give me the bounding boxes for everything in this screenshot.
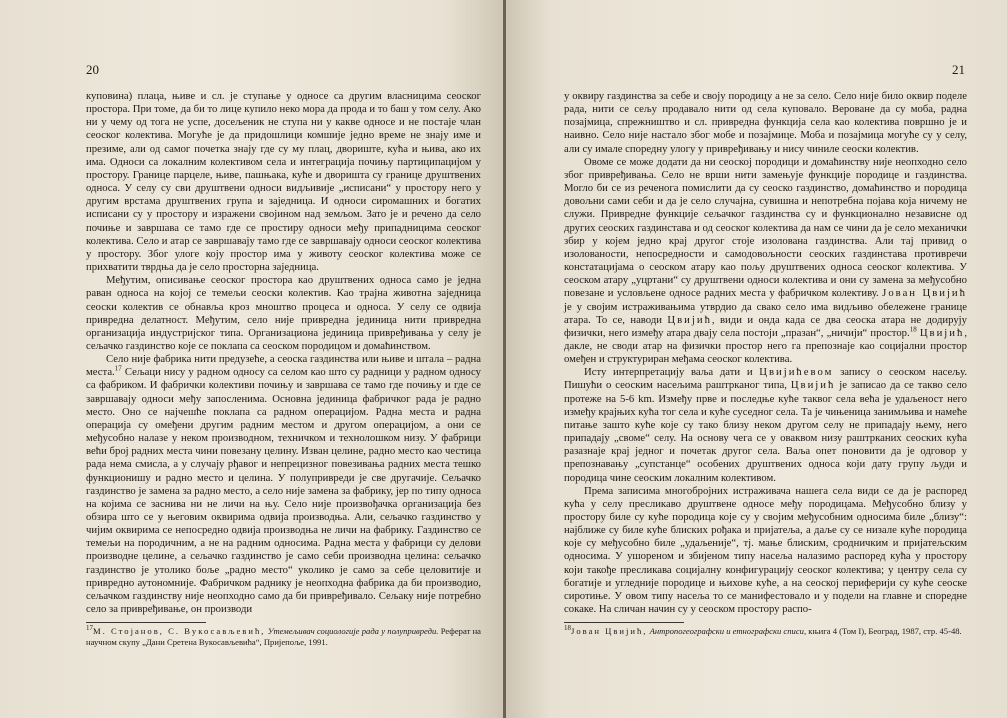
footnote-authors: М. Стојанов, С. Вукосављевић, xyxy=(93,626,266,637)
paragraph-text: Овоме се може додати да ни сеоској породици и домаћинству није неопходно село због привређивања. Село не врши нити замењује функције породице и газдинства. Могло би се из реченога помислити да су сеоско газдинство, домаћинство и породица довољни сами себи и да је село случајна, сувишна и непотребна појава која ничему не служи. Привредне функције сељачког газдинства су и функционално независне од других сеоских газдинстава и од сеоског колектива да нам се чини да је село механички збир у којем једно крај другог стоје изолована газдинства. Али тај привид о изолованости, непосредности и самодовољности сеоских газдинстава противречи констатацијама о сеоском атару као пољу друштвених односа сеоског колектива. У сеоском атару „уцртани“ су друштвени односи колектива и они су замена за међусобно повезане и условљене односе радних места у фабричком колективу. xyxy=(564,155,967,300)
page-number: 20 xyxy=(86,62,99,77)
paragraph-text: је записао да се такво село протеже на 5-6 km. Између прве и последње куће таквог села већа је удаљеност него између крајњих кућа тог села и куће суседног села. Та је чињеница занимљива и намеће питање зашто куће које су тако близу неком другом селу не припадају њему, него припадају „своме“ селу. На основу чега се у оваквом низу раштрканих сеоских кућа разазнаје крај једног и почетак другог села. Ваља опет поновити да је одговор у препознавању „супстанце“ особених друштвених односа који дату групу људи и породица чине сеоским локалним колективом. xyxy=(564,379,967,484)
body-text xyxy=(564,90,967,637)
paragraph: Према записима многобројних истраживача нашега села види се да је распоред кућа у селу пресликаво друштвене односе међу породицама. Међусобно близу у простору биле су куће породица које су у својим међусобним односима биле „близу“: најближе су биле куће блиских рођака и пријатеља, а даље су се низале куће породица које су међусобно биле „удаљеније“, тј. мање блиским, сродничким и пријатељским односима. У ушореном и збијеном типу насеља налазимо распоред кућа у простору који такође пресликава социјалну конфигурацију сеоског колектива; у центру села су богатије и угледније породице и њихове куће, а на сеоској периферији су куће сеоске сиротиње. У овом типу насеља то се манифестовало и у подели на главне и споредне сокаке. На сличан начин су у сеоском простору распо- xyxy=(564,484,967,616)
footnote-number: 18 xyxy=(564,624,571,633)
page-number: 21 xyxy=(952,62,965,77)
paragraph-text: Сељаци нису у радном односу са селом као што су радници у радном односу са фабриком. И фабрички колективи почињу и завршава се тамо где почињу и где се завршавају односи међу запосленима. Основна јединица фабричког рада је радно место. Оно се најчешће поклапа са радном операцијом. Радна места и радна операција су омеђени другим радним местом и другом операцијом, а они се међусобно налазе у неком производном, техничком и технолошком низу. У фабрици већи број радних места чини повезану целину. Изван целине, радно место као честица рада нема смисла, а у случају рђавог и непрецизног повезивања радних места тешко функционишу и радно место и целина. У полупривреди је све другачије. Сељачко газдинство је замена за радно место, а село није замена за фабрику, јер по типу односа на којима се заснива ни не личи на њу. Село није произвођачка организација без обзира што се у његовим оквирима одвија производња. Али, сељачко газдинство у чијим оквирима се непосредно одвија производња не личи на фабрику. Газдинство се темељи на породичним, а не на радним односима. Радна места у фабрици су делови производне целине, а сељачко газдинство је само себи производна целина: сељачко газдинство је утолико боље „радно место“ уколико је само за себе целовитије и привредно аутономније. Фабричком раднику је неопходна фабрика да би производио, сељачком газдинству није неопходно само да би привређивало. Сељаку није потребно село за привређивање, он производи xyxy=(86,366,481,616)
footnote-ref: 17 xyxy=(114,364,122,373)
right-page xyxy=(506,0,1007,718)
footnote xyxy=(86,626,481,648)
paragraph-text: , види и онда када се два сеоска атара не додирују физички, него између атара двају села постоји „празан“, „ничији“ простор. xyxy=(564,313,967,339)
footnote-authors: Јован Цвијић, xyxy=(571,626,648,637)
paragraph xyxy=(564,366,967,484)
author-name: Цвијићевом xyxy=(759,366,834,379)
footnote-rest: Реферат на научном скупу „Дани Сретена Вукосављевића“, Пријепоље, 1991. xyxy=(86,626,481,648)
paragraph-text: запису о сеоском насељу. Пишући о сеоским насељима раштрканог типа, xyxy=(564,366,968,392)
left-page xyxy=(0,0,503,718)
footnote-number: 17 xyxy=(86,624,93,633)
paragraph-text: Село није фабрика нити предузеће, а сеоска газдинства или њиве и штала – радна места. xyxy=(86,353,481,379)
footnote-title: Антропогеографски и етнографски списи, xyxy=(649,626,807,637)
paragraph xyxy=(564,156,967,367)
footnote-title: Утемељивач социологије рада у полупривреди. xyxy=(267,626,439,637)
author-name: Цвијић xyxy=(919,326,965,339)
paragraph: Међутим, описивање сеоског простора као друштвених односа само је једна раван односа на којој се темељи сеоски колектив. Као трајна животна заједница сеоски колектив се обнавља кроз мноштво процеса и односа. У селу се одвија привредна делатност. Међутим, село није привредна јединица нити привредна организација индустријског типа. Организациона јединица привређивања у селу је сељачко газдинство које се поклапа са сеоском породицом и домаћинством. xyxy=(86,274,481,352)
footnote xyxy=(564,626,967,637)
author-name: Цвијић xyxy=(667,313,712,326)
footnote-rule xyxy=(564,622,684,623)
body-text xyxy=(86,90,481,648)
paragraph xyxy=(86,353,481,616)
paragraph: куповина) плаца, њиве и сл. је ступање у односе са другим власницима сеоског простора. При томе, да би то лице купило неко мора да прода и то баш у том селу. Ако ни у чему од тога не успе, досељеник не ступа ни у какве односе и не постаје члан сеоског колектива. Могуће је да придошлици комшије једно време не знају име и презиме, али од самог почетка знају где су му плац, двориште, кућа и њива, ако их има. Односи са локалним колективом села и интеграција почињу партиципацијом у простору. Границе парцеле, њиве, пашњака, куће и дворишта су границе друштвених односа. У селу су сви друштвени односи видљивије „исписани“ у простору него у другим врстама друштвених група и заједница. И односи сиромашних и богатих исписани су у простору и изражени својином над земљом. Зато је и речено да село почиње и завршава се тамо где се простиру односи међу припадницима сеоског колектива. Село и атар се завршавају тамо где се завршавају односи сеоског колектива у простору. Због улоге коју простор има у животу сеоског колектива може се прихватити тврдња да је село просторна заједница. xyxy=(86,90,481,274)
author-name: Јован Цвијић xyxy=(882,287,967,300)
paragraph-text: Исту интерпретацију ваља дати и xyxy=(584,366,760,379)
paragraph-text: је у своjим истраживањима утврдио да свако село има видљиво обележене границе атара. То се, наводи xyxy=(564,300,967,326)
footnote-rule xyxy=(86,622,206,623)
paragraph-text: , дакле, не своди атар на физички простор него га препознаје као социјални простор омеђен и структуриран међама сеоског колектива. xyxy=(564,326,968,366)
paragraph: у оквиру газдинства за себе и своју породицу а не за село. Село није било оквир поделе рада, нити се сељу продавало нити од села куповало. Вероване да су моба, радна позајмица, спрежништво и сл. привредна функција села као колектива површно је и наивно. Село није настало због мобе и позајмице. Моба и позајмица могуће су у селу, али су имале споредну улогу у привређивању и нису чиниле сеоски колектив. xyxy=(564,90,967,155)
footnote-rest: књига 4 (Том I), Београд, 1987, стр. 45-48. xyxy=(808,626,962,637)
author-name: Цвијић xyxy=(790,379,836,392)
footnote-ref: 18 xyxy=(909,325,917,334)
